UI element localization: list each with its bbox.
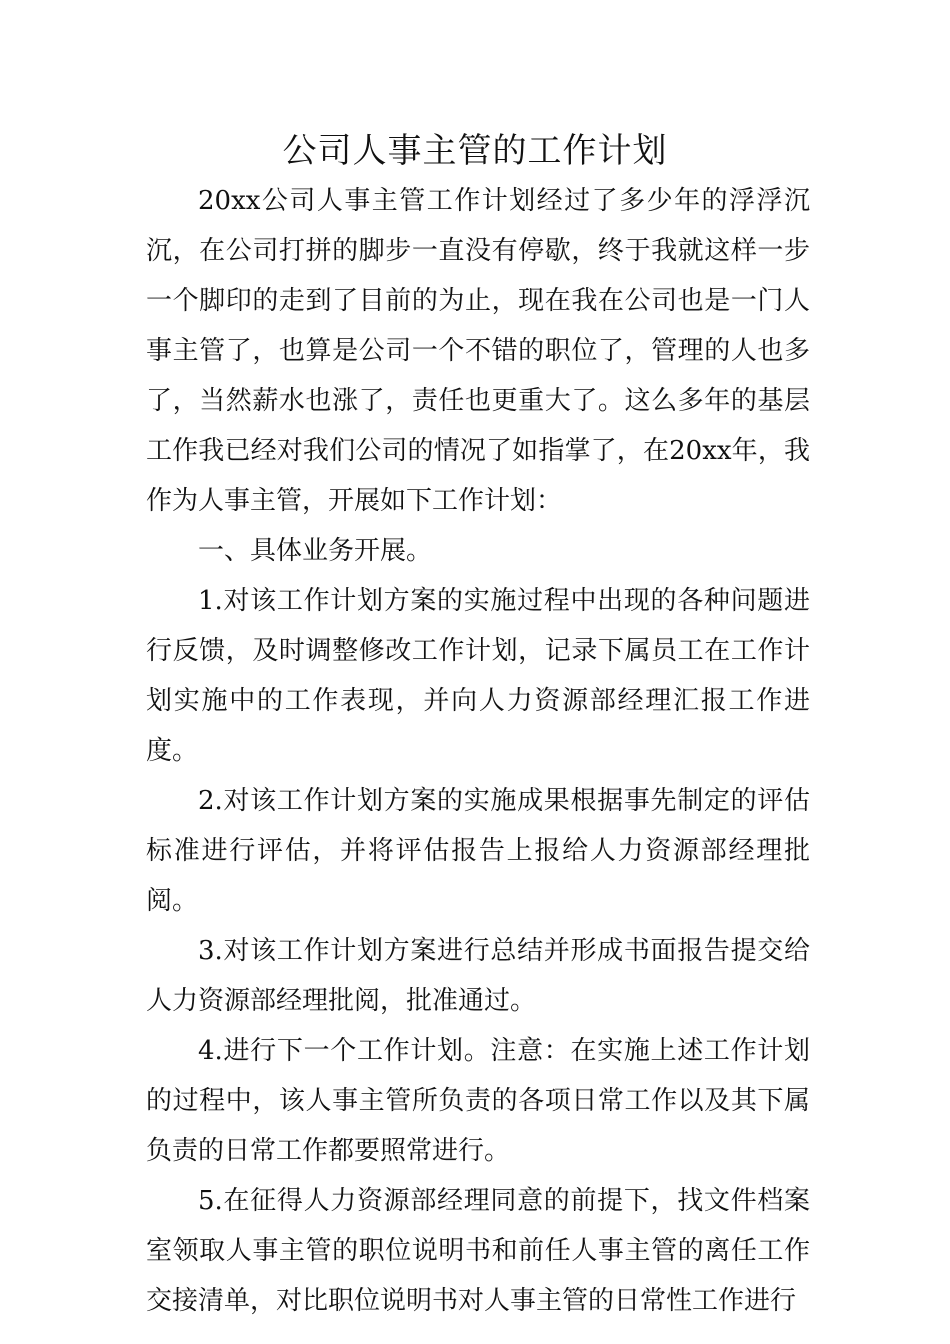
paragraph-item-3: 3.对该工作计划方案进行总结并形成书面报告提交给人力资源部经理批阅，批准通过。 [146, 936, 810, 1016]
document-title: 公司人事主管的工作计划 [282, 131, 668, 171]
paragraph-item-4: 4.进行下一个工作计划。注意：在实施上述工作计划的过程中，该人事主管所负责的各项日常工作以及其下属负责的日常工作都要照常进行。 [146, 1036, 810, 1166]
document-body [146, 176, 810, 1326]
paragraph-item-1: 1.对该工作计划方案的实施过程中出现的各种问题进行反馈，及时调整修改工作计划，记录下属员工在工作计划实施中的工作表现，并向人力资源部经理汇报工作进度。 [146, 586, 810, 766]
paragraph-item-5: 5.在征得人力资源部经理同意的前提下，找文件档案室领取人事主管的职位说明书和前任人事主管的离任工作交接清单，对比职位说明书对人事主管的日常性工作进行 [146, 1186, 810, 1316]
paragraph-intro: 20xx公司人事主管工作计划经过了多少年的浮浮沉沉，在公司打拼的脚步一直没有停歇，终于我就这样一步一个脚印的走到了目前的为止，现在我在公司也是一门人事主管了，也算是公司一个不错的职位了，管理的人也多了，当然薪水也涨了，责任也更重大了。这么多年的基层工作我已经对我们公司的情况了如指掌了，在20xx年，我作为人事主管，开展如下工作计划： [146, 186, 810, 516]
paragraph-item-2: 2.对该工作计划方案的实施成果根据事先制定的评估标准进行评估，并将评估报告上报给人力资源部经理批阅。 [146, 786, 810, 916]
paragraph-section-heading: 一、具体业务开展。 [198, 536, 433, 566]
